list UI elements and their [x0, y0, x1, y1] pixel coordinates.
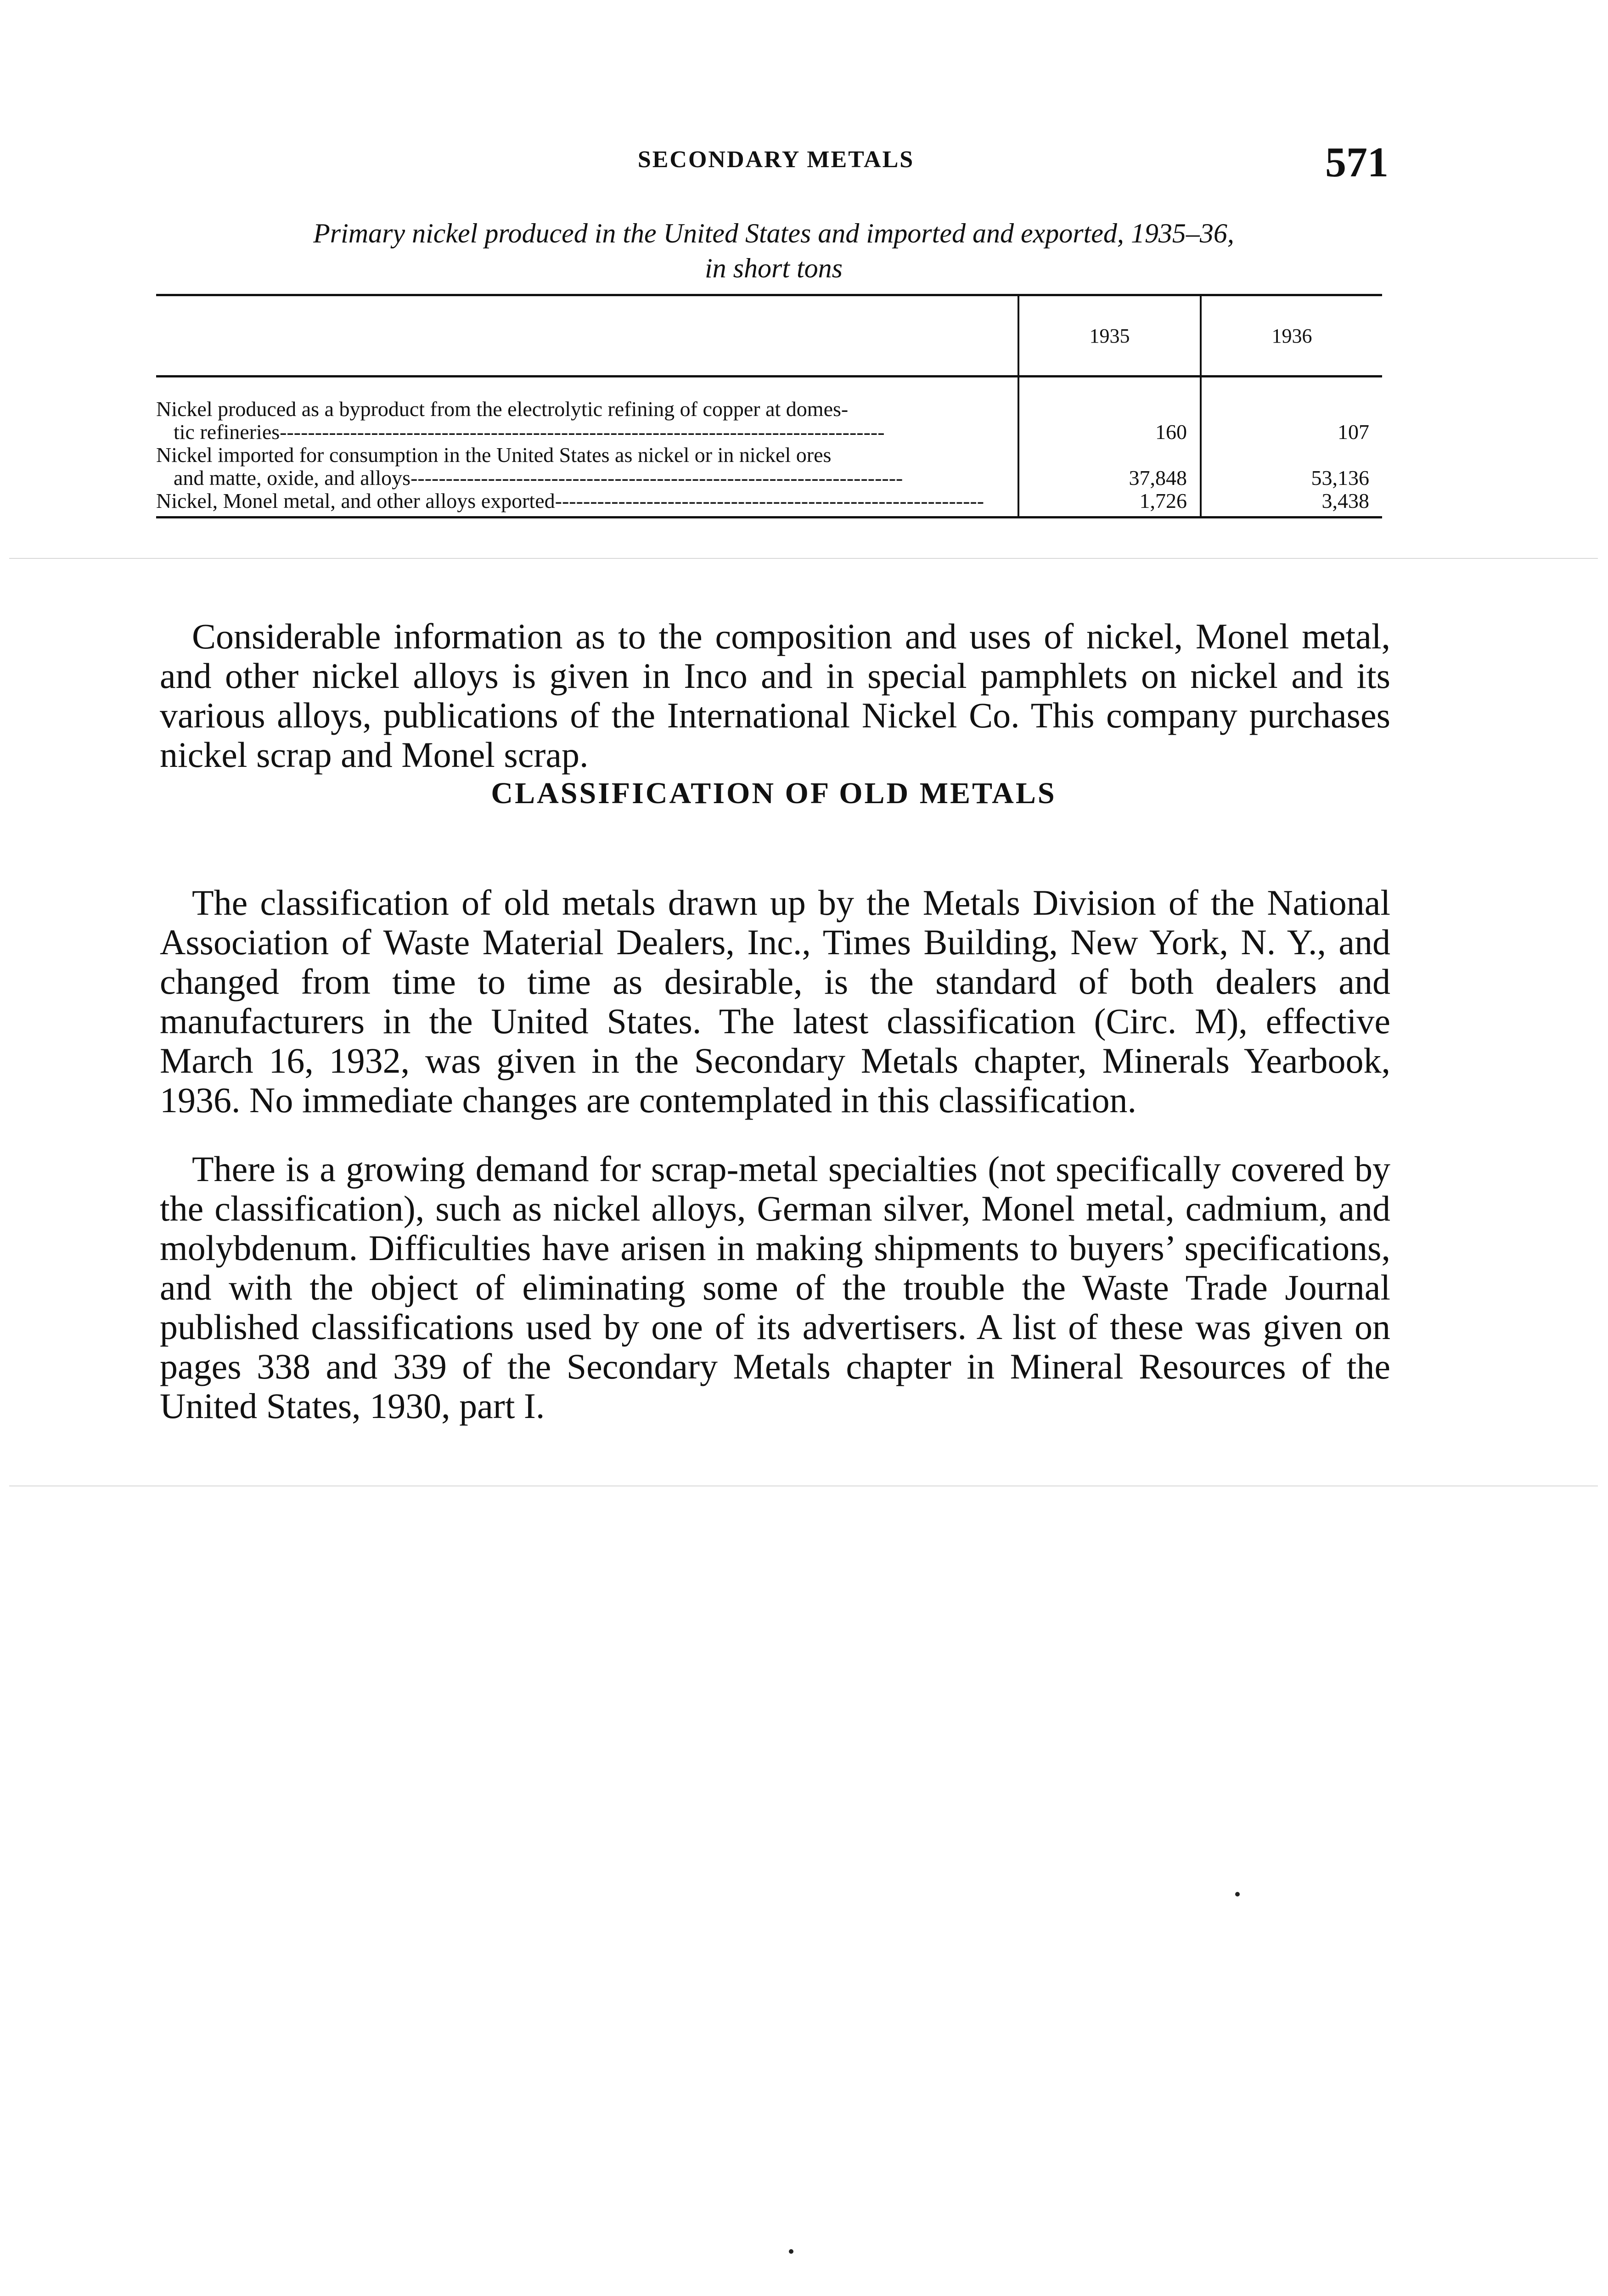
cell-1936: 107 [1201, 377, 1382, 444]
row-label [156, 490, 1018, 518]
table-row [156, 377, 1382, 444]
running-title: SECONDARY METALS [637, 146, 915, 173]
table-caption-line-2: in short tons [704, 253, 843, 283]
column-header-1936: 1936 [1201, 295, 1382, 377]
row-label-line-1: Nickel imported for consumption in the United States as nickel or in nickel ores [156, 443, 832, 467]
paragraph-specialties: There is a growing demand for scrap-metal specialties (not specifically covered by the classification), such as nickel alloys, German silver, Monel metal, cadmium, and molybdenum. Difficulties have arisen in making shipments to buyers’ specifications, and with the object of eliminating some of the trouble the Waste Trade Journal published classifications used by one of its advertisers. A list of these was given on pages 338 and 339 of the Secondary Metals chapter in Mineral Resources of the United States, 1930, part I. [160, 1149, 1390, 1426]
row-label [156, 377, 1018, 444]
dot-leader: ------------------------------------------------------------- [555, 489, 984, 512]
cell-1936: 53,136 [1201, 444, 1382, 490]
table-caption [156, 216, 1391, 286]
scan-divider [9, 558, 1598, 559]
running-head [0, 138, 1608, 188]
paragraph-nickel-information: Considerable information as to the composition and uses of nickel, Monel metal, and other nickel alloys is given in Inco and in special pamphlets on nickel and its various alloys, publications of the International Nickel Co. This company purchases nickel scrap and Monel scrap. [160, 616, 1390, 775]
column-header-1935: 1935 [1018, 295, 1201, 377]
cell-1935: 1,726 [1018, 490, 1201, 518]
row-label [156, 444, 1018, 490]
page-number: 571 [1325, 139, 1389, 186]
cell-1935: 37,848 [1018, 444, 1201, 490]
section-heading: CLASSIFICATION OF OLD METALS [491, 777, 1057, 810]
cell-1936: 3,438 [1201, 490, 1382, 518]
dot-leader: -------------------------------------------------------------------------------------- [280, 420, 885, 444]
row-label-line-2: tic refineries [174, 420, 280, 444]
scan-speck [789, 2249, 793, 2254]
cell-1935: 160 [1018, 377, 1201, 444]
scan-speck [1235, 1892, 1240, 1896]
row-label-line-1: Nickel produced as a byproduct from the electrolytic refining of copper at domes- [156, 397, 849, 421]
nickel-table [156, 294, 1382, 518]
table-row [156, 444, 1382, 490]
table-caption-line-1: Primary nickel produced in the United States and imported and exported, 1935–36, [313, 218, 1234, 248]
table-stub-header [156, 295, 1018, 377]
table-row [156, 490, 1382, 518]
row-label-line-1: Nickel, Monel metal, and other alloys exported [156, 489, 555, 512]
table-header-row [156, 295, 1382, 377]
dot-leader: ---------------------------------------------------------------------- [410, 466, 903, 490]
row-label-line-2: and matte, oxide, and alloys [174, 466, 411, 490]
paragraph-classification: The classification of old metals drawn up by the Metals Division of the National Association of Waste Material Dealers, Inc., Times Building, New York, N. Y., and changed from time to time as desirable, is the standard of both dealers and manufacturers in the United States. The latest classification (Circ. M), effective March 16, 1932, was given in the Secondary Metals chapter, Minerals Yearbook, 1936. No immediate changes are contemplated in this classification. [160, 883, 1390, 1120]
